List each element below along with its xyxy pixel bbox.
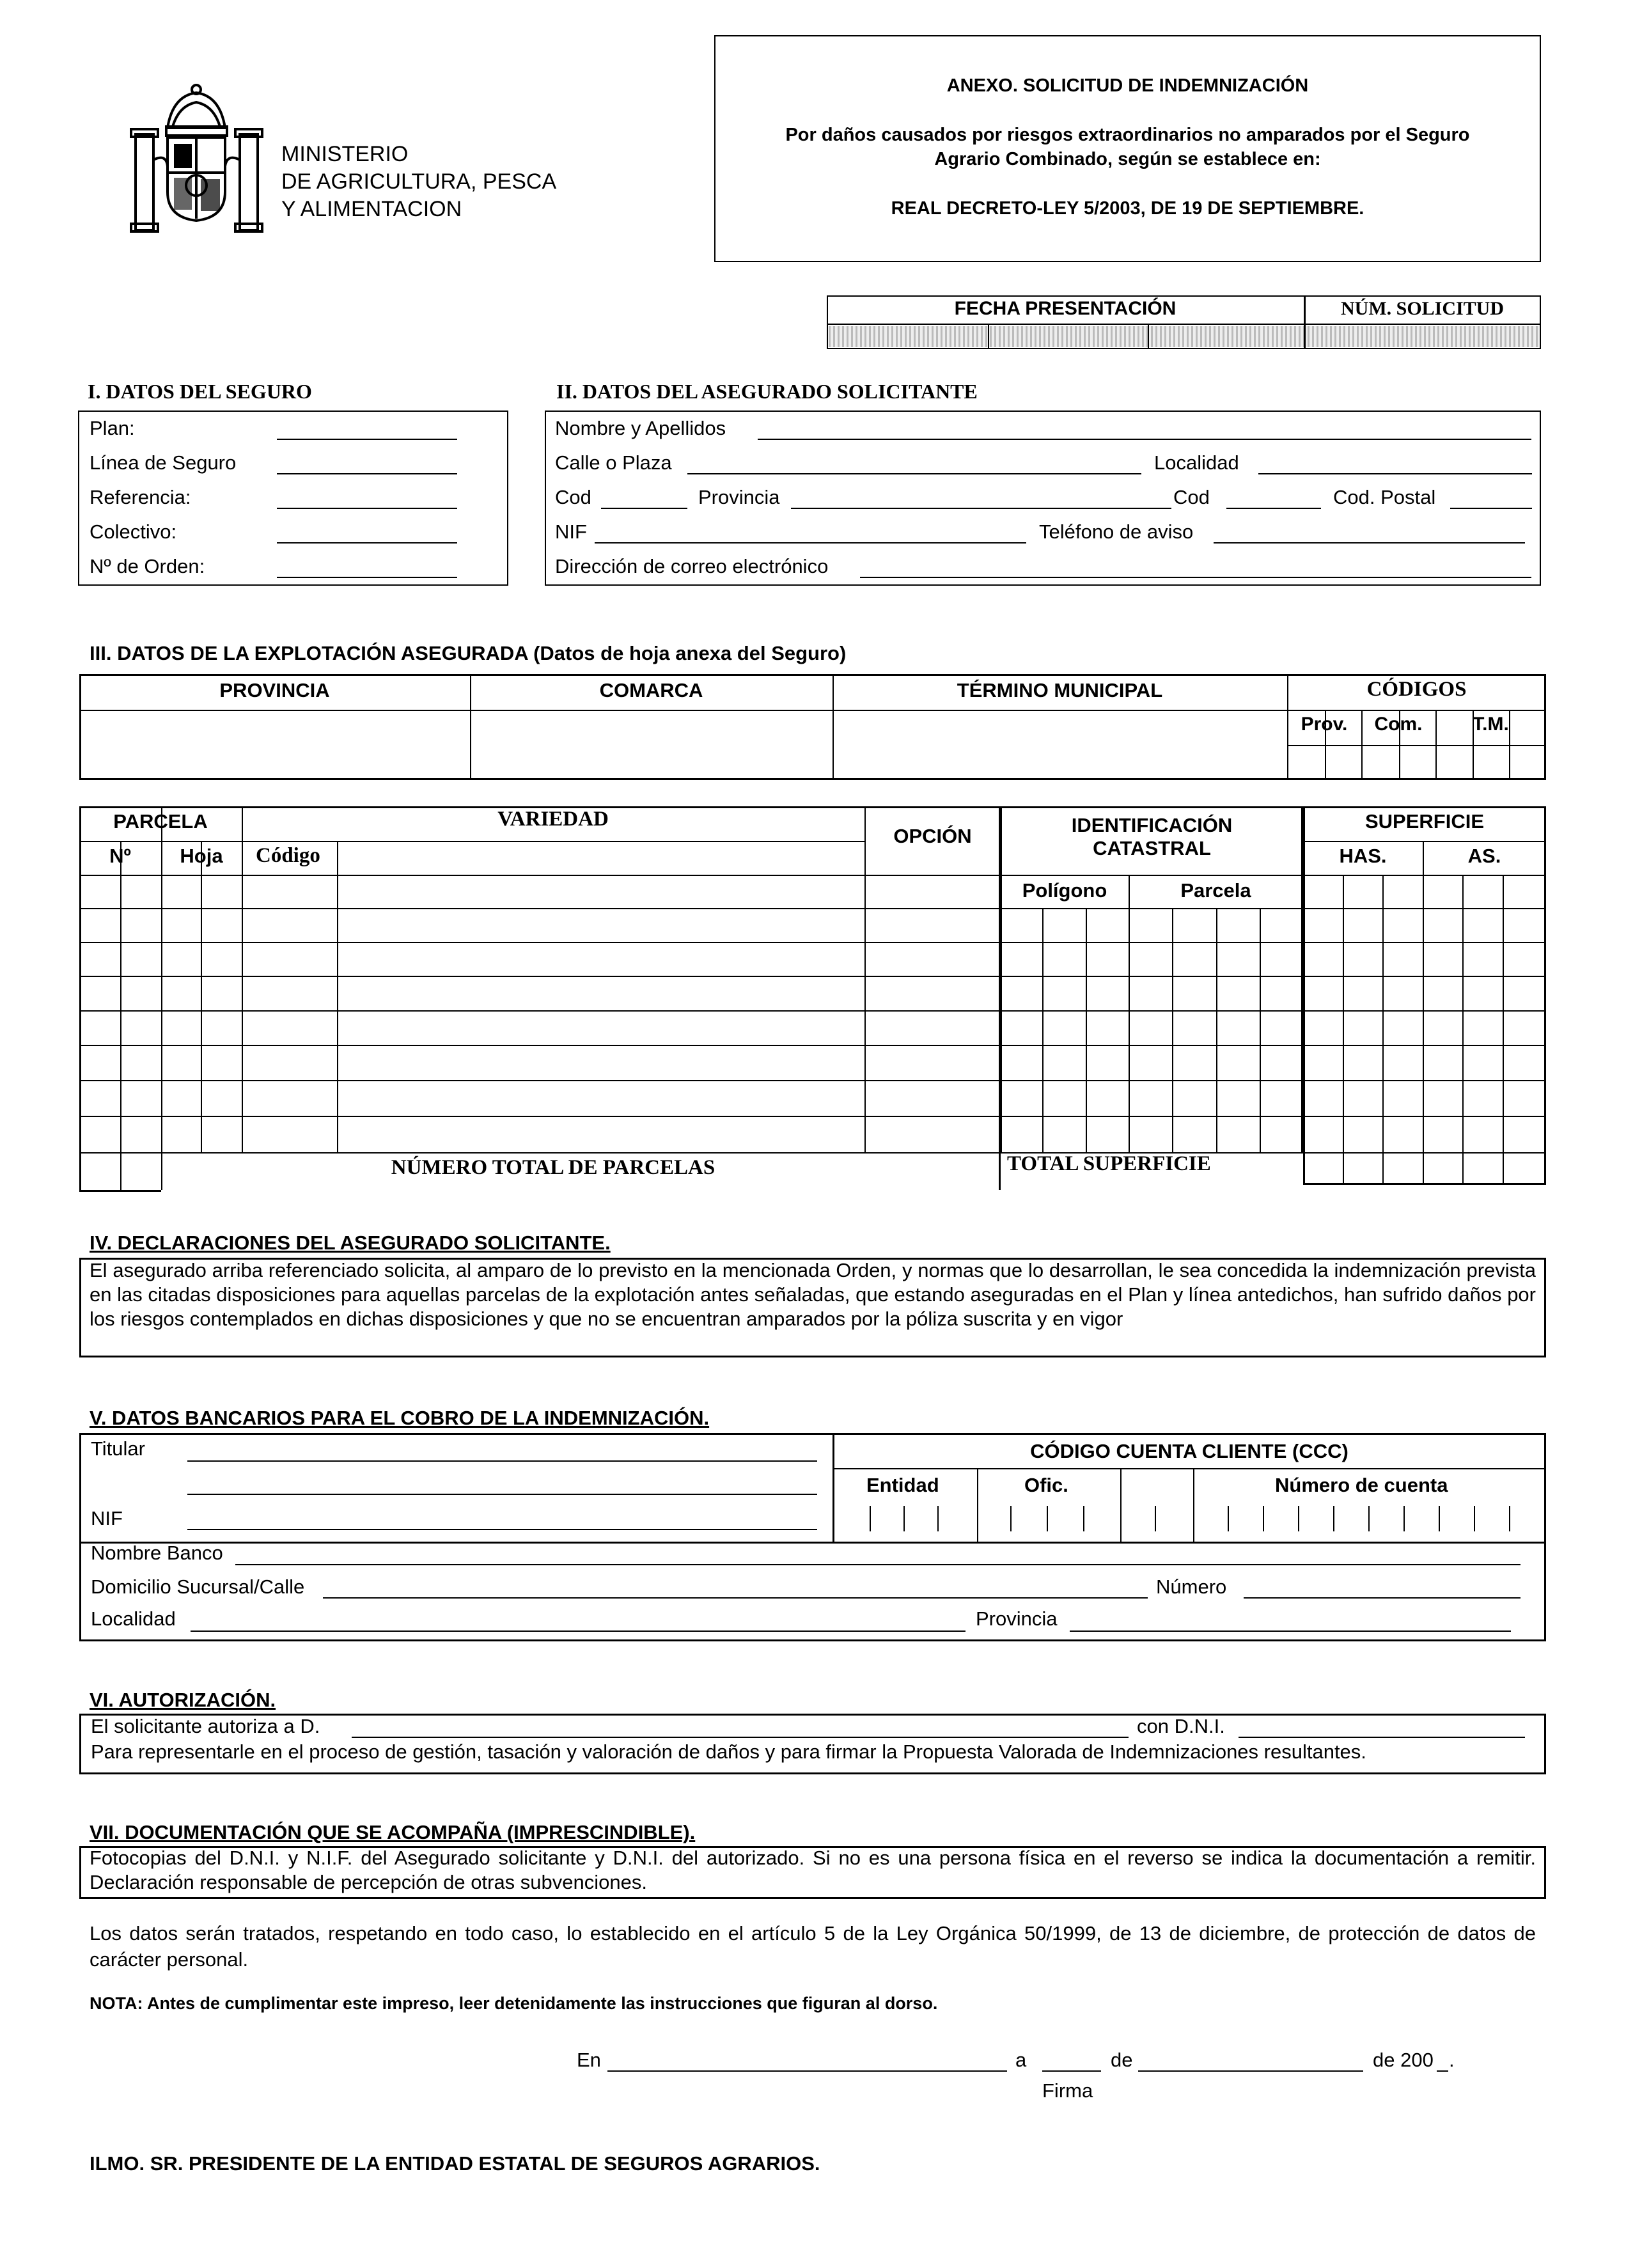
telefono-field[interactable]	[1214, 542, 1525, 544]
firma-label: Firma	[1042, 2079, 1093, 2102]
total-parcelas-label: NÚMERO TOTAL DE PARCELAS	[391, 1156, 715, 1179]
ministry-name	[281, 141, 556, 223]
cod-field[interactable]	[601, 508, 687, 509]
telefono-label: Teléfono de aviso	[1039, 520, 1194, 543]
codigos-col-header: CÓDIGOS	[1366, 678, 1467, 701]
provincia-col-header: PROVINCIA	[219, 679, 330, 701]
nif-bank-field[interactable]	[187, 1529, 817, 1530]
linea-seguro-label: Línea de Seguro	[90, 451, 237, 474]
tm-col-header: T.M.	[1473, 714, 1509, 735]
coat-of-arms-seal	[128, 83, 265, 233]
ofic-label: Ofic.	[1024, 1474, 1068, 1496]
form-subtitle-2: Agrario Combinado, según se establece en:	[934, 149, 1321, 169]
ident-col-header-1: IDENTIFICACIÓN	[1071, 814, 1233, 836]
ident-col-header-2: CATASTRAL	[1093, 837, 1211, 859]
en-label: En	[577, 2049, 601, 2071]
com-col-header: Com.	[1374, 714, 1423, 735]
autorizado-dni-field[interactable]	[1239, 1737, 1525, 1738]
nif-bank-label: NIF	[91, 1507, 123, 1529]
hoja-col-header: Hoja	[180, 845, 223, 867]
prov-col-header: Prov.	[1301, 714, 1348, 735]
comarca-col-header: COMARCA	[599, 679, 703, 701]
ccc-header: CÓDIGO CUENTA CLIENTE (CCC)	[1030, 1440, 1348, 1462]
section-2-title: II. DATOS DEL ASEGURADO SOLICITANTE	[556, 380, 978, 403]
localidad-label: Localidad	[1154, 451, 1239, 474]
localidad-field[interactable]	[1258, 473, 1532, 474]
colectivo-field[interactable]	[277, 542, 457, 544]
section-3-title: III. DATOS DE LA EXPLOTACIÓN ASEGURADA (Datos de hoja anexa del Seguro)	[90, 642, 847, 664]
numero-cuenta-label: Número de cuenta	[1275, 1474, 1448, 1496]
nombre-banco-label: Nombre Banco	[91, 1542, 223, 1564]
total-superficie-label: TOTAL SUPERFICIE	[1007, 1152, 1211, 1175]
autoriza-label: El solicitante autoriza a D.	[91, 1715, 320, 1737]
localidad-bank-field[interactable]	[191, 1631, 965, 1632]
provincia-bank-label: Provincia	[976, 1607, 1058, 1630]
num-orden-field[interactable]	[277, 577, 457, 578]
variedad-col-header: VARIEDAD	[497, 808, 609, 831]
poligono-col-header: Polígono	[1022, 879, 1107, 902]
provincia-field[interactable]	[791, 508, 1171, 509]
numero-field[interactable]	[1244, 1597, 1520, 1599]
cod-postal-label: Cod. Postal	[1333, 486, 1436, 508]
ministry-line-3: Y ALIMENTACION	[281, 197, 462, 221]
nif-field[interactable]	[595, 542, 1026, 544]
lugar-field[interactable]	[607, 2070, 1007, 2072]
form-subtitle-1: Por daños causados por riesgos extraordinarios no amparados por el Seguro	[785, 125, 1470, 145]
section-7-title: VII. DOCUMENTACIÓN QUE SE ACOMPAÑA (IMPRESCINDIBLE).	[90, 1821, 696, 1843]
superficie-col-header: SUPERFICIE	[1364, 810, 1485, 833]
provincia-bank-field[interactable]	[1070, 1631, 1511, 1632]
referencia-label: Referencia:	[90, 486, 191, 508]
entidad-label: Entidad	[866, 1474, 939, 1496]
de200-label: de 200	[1373, 2049, 1434, 2071]
anio-field[interactable]	[1437, 2070, 1448, 2072]
has-col-header: HAS.	[1339, 845, 1387, 867]
titular-field-2[interactable]	[187, 1494, 817, 1495]
registration-stamp-strip	[829, 326, 1539, 347]
termino-col-header: TÉRMINO MUNICIPAL	[957, 679, 1163, 701]
decree-reference: REAL DECRETO-LEY 5/2003, DE 19 DE SEPTIEMBRE.	[891, 198, 1364, 219]
titular-field-1[interactable]	[187, 1460, 817, 1462]
cod2-field[interactable]	[1226, 508, 1321, 509]
documentacion-text: Fotocopias del D.N.I. y N.I.F. del Asegurado solicitante y D.N.I. del autorizado. Si no es una persona física en el reverso se indica la documentación a remitir. Declaración responsable de percepción de otras subvenciones.	[90, 1847, 1536, 1893]
nif-label: NIF	[555, 520, 587, 543]
de-label: de	[1111, 2049, 1133, 2071]
colectivo-label: Colectivo:	[90, 520, 177, 543]
dni-label: con D.N.I.	[1137, 1715, 1225, 1737]
linea-seguro-field[interactable]	[277, 473, 457, 474]
ministry-line-1: MINISTERIO	[281, 142, 409, 166]
codigo-col-header: Código	[256, 844, 320, 867]
nombre-field[interactable]	[758, 439, 1531, 440]
autorizacion-text: Para representarle en el proceso de gestión, tasación y valoración de daños y para firmar la Propuesta Valorada de Indemnizaciones resultantes.	[91, 1740, 1366, 1763]
domicilio-label: Domicilio Sucursal/Calle	[91, 1576, 305, 1598]
num-col-header: Nº	[109, 845, 131, 867]
section-1-title: I. DATOS DEL SEGURO	[88, 380, 312, 403]
parcela-col-header: PARCELA	[113, 810, 208, 833]
section-4-title: IV. DECLARACIONES DEL ASEGURADO SOLICITANTE.	[90, 1232, 611, 1254]
dia-field[interactable]	[1042, 2070, 1101, 2072]
nota-text: NOTA: Antes de cumplimentar este impreso, leer detenidamente las instrucciones que figuran al dorso.	[90, 1994, 938, 2013]
cod-postal-field[interactable]	[1450, 508, 1532, 509]
privacy-notice: Los datos serán tratados, respetando en todo caso, lo establecido en el artículo 5 de la Ley Orgánica 50/1999, de 13 de diciembre, de protección de datos de carácter personal.	[90, 1922, 1536, 1971]
addressee: ILMO. SR. PRESIDENTE DE LA ENTIDAD ESTATAL DE SEGUROS AGRARIOS.	[90, 2152, 820, 2175]
plan-label: Plan:	[90, 417, 135, 439]
section-5-box	[79, 1433, 1546, 1641]
referencia-field[interactable]	[277, 508, 457, 509]
form-title: ANEXO. SOLICITUD DE INDEMNIZACIÓN	[946, 75, 1309, 96]
domicilio-field[interactable]	[323, 1597, 1148, 1599]
declaration-text: El asegurado arriba referenciado solicita, al amparo de lo previsto en la mencionada Orden, y normas que lo desarrollan, le sea concedida la indemnización prevista en las citadas disposiciones para aquellas parcelas de la explotación antes señaladas, que estando aseguradas en el Plan y línea antedichos, han sufrido daños por los riesgos contemplados en dichas disposiciones y que no se encuentran amparados por la póliza suscrita y en vigor	[90, 1259, 1536, 1330]
ministry-line-2: DE AGRICULTURA, PESCA	[281, 169, 557, 194]
cod2-label: Cod	[1173, 486, 1210, 508]
numero-label: Número	[1156, 1576, 1227, 1598]
plan-field[interactable]	[277, 439, 457, 440]
autorizado-nombre-field[interactable]	[352, 1737, 1129, 1738]
nombre-banco-field[interactable]	[235, 1564, 1520, 1565]
provincia-label: Provincia	[698, 486, 780, 508]
mes-field[interactable]	[1138, 2070, 1363, 2072]
a-label: a	[1015, 2049, 1027, 2071]
date-dot: .	[1449, 2049, 1455, 2071]
cod-label: Cod	[555, 486, 591, 508]
email-label: Dirección de correo electrónico	[555, 555, 829, 577]
titular-label: Titular	[91, 1437, 145, 1460]
calle-field[interactable]	[687, 473, 1141, 474]
as-col-header: AS.	[1467, 845, 1501, 867]
opcion-col-header: OPCIÓN	[893, 825, 972, 847]
section-5-title: V. DATOS BANCARIOS PARA EL COBRO DE LA INDEMNIZACIÓN.	[90, 1407, 710, 1429]
localidad-bank-label: Localidad	[91, 1607, 176, 1630]
num-solicitud-label: NÚM. SOLICITUD	[1340, 298, 1505, 319]
calle-label: Calle o Plaza	[555, 451, 672, 474]
num-orden-label: Nº de Orden:	[90, 555, 205, 577]
nombre-label: Nombre y Apellidos	[555, 417, 726, 439]
parcela2-col-header: Parcela	[1180, 879, 1251, 902]
email-field[interactable]	[860, 577, 1531, 578]
section-6-title: VI. AUTORIZACIÓN.	[90, 1689, 276, 1711]
fecha-presentacion-label: FECHA PRESENTACIÓN	[954, 298, 1177, 319]
